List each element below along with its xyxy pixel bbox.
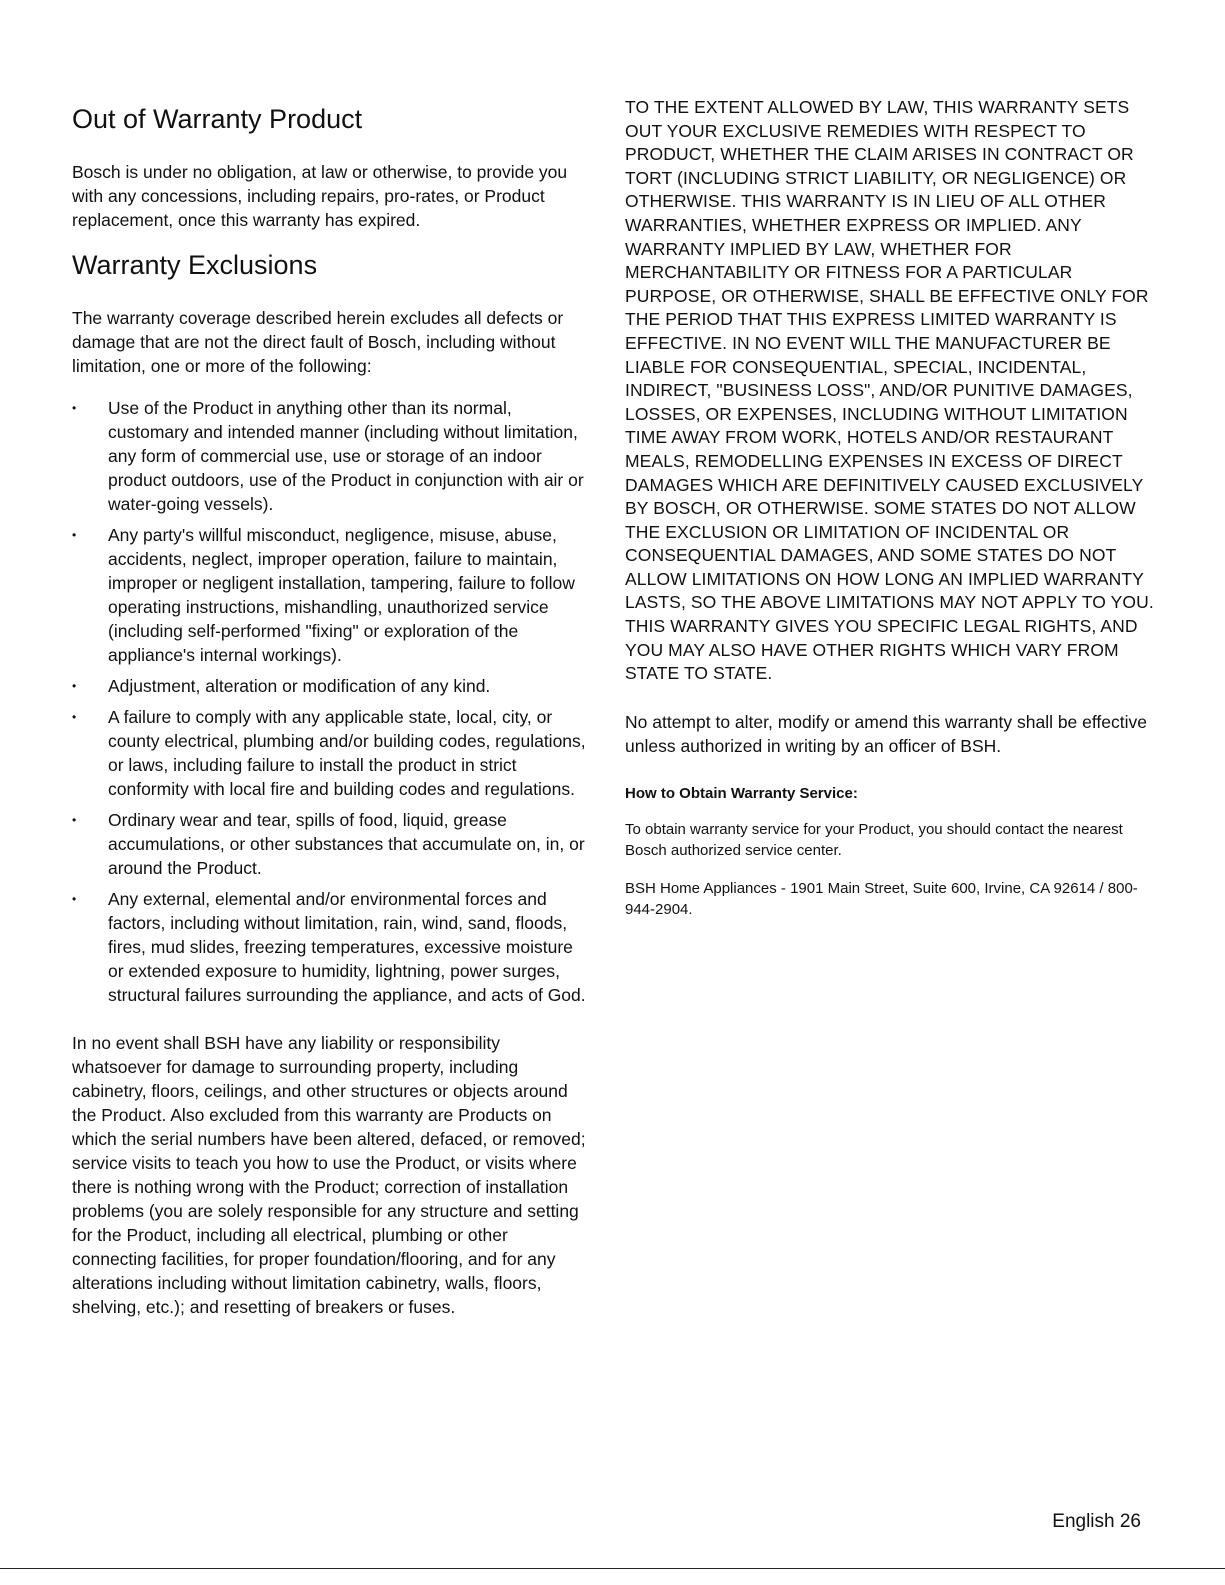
- list-item: [72, 887, 592, 1007]
- bottom-divider: [0, 1568, 1225, 1569]
- right-column: [625, 96, 1155, 920]
- liability-paragraph: In no event shall BSH have any liability or responsibility whatsoever for damage to surrounding property, including cabinetry, floors, ceilings, and other structures or objects around the Product. Also excluded from this warranty are Products on which the serial numbers have been altered, defaced, or removed; service visits to teach you how to use the Product, or visits where there is nothing wrong with the Product; correction of installation problems (you are solely responsible for any structure and setting for the Product, including all electrical, plumbing or other connecting facilities, for proper foundation/flooring, and for any alterations including without limitation cabinetry, walls, floors, shelving, etc.); and resetting of breakers or fuses.: [72, 1033, 586, 1317]
- bullet-icon: •: [72, 679, 77, 693]
- list-item-text: Adjustment, alteration or modification of any kind.: [108, 676, 491, 696]
- list-item: [72, 396, 592, 516]
- how-to-obtain-heading: How to Obtain Warranty Service:: [625, 784, 858, 802]
- list-item-text: A failure to comply with any applicable state, local, city, or county electrical, plumbing and/or building codes, regulations, or laws, including failure to install the product in strict conformity with local fire and building codes and regulations.: [108, 707, 586, 799]
- contact-address: BSH Home Appliances - 1901 Main Street, Suite 600, Irvine, CA 92614 / 800-944-2904.: [625, 879, 1138, 918]
- list-item: [72, 705, 592, 801]
- bullet-icon: •: [72, 528, 77, 542]
- bullet-icon: •: [72, 813, 77, 827]
- out-of-warranty-heading: Out of Warranty Product: [72, 104, 363, 134]
- list-item: [72, 808, 592, 880]
- how-to-obtain-text: To obtain warranty service for your Product, you should contact the nearest Bosch authorized service center.: [625, 820, 1123, 859]
- bullet-icon: •: [72, 401, 77, 415]
- list-item-text: Ordinary wear and tear, spills of food, liquid, grease accumulations, or other substances that accumulate on, in, or around the Product.: [108, 810, 585, 878]
- list-item: [72, 674, 592, 698]
- left-column: [72, 96, 592, 1319]
- list-item-text: Use of the Product in anything other than its normal, customary and intended manner (including without limitation, any form of commercial use, use or storage of an indoor product outdoors, use of the Product in conjunction with air or water-going vessels).: [108, 398, 584, 514]
- out-of-warranty-text: Bosch is under no obligation, at law or otherwise, to provide you with any concessions, including repairs, pro-rates, or Product replacement, once this warranty has expired.: [72, 162, 568, 230]
- disclaimer-paragraph: TO THE EXTENT ALLOWED BY LAW, THIS WARRANTY SETS OUT YOUR EXCLUSIVE REMEDIES WITH RESPECT TO PRODUCT, WHETHER THE CLAIM ARISES IN CONTRACT OR TORT (INCLUDING STRICT LIABILITY, OR NEGLIGENCE) OR OTHERWISE. THIS WARRANTY IS IN LIEU OF ALL OTHER WARRANTIES, WHETHER EXPRESS OR IMPLIED. ANY WARRANTY IMPLIED BY LAW, WHETHER FOR MERCHANTABILITY OR FITNESS FOR A PARTICULAR PURPOSE, OR OTHERWISE, SHALL BE EFFECTIVE ONLY FOR THE PERIOD THAT THIS EXPRESS LIMITED WARRANTY IS EFFECTIVE. IN NO EVENT WILL THE MANUFACTURER BE LIABLE FOR CONSEQUENTIAL, SPECIAL, INCIDENTAL, INDIRECT, "BUSINESS LOSS", AND/OR PUNITIVE DAMAGES, LOSSES, OR EXPENSES, INCLUDING WITHOUT LIMITATION TIME AWAY FROM WORK, HOTELS AND/OR RESTAURANT MEALS, REMODELLING EXPENSES IN EXCESS OF DIRECT DAMAGES WHICH ARE DEFINITIVELY CAUSED EXCLUSIVELY BY BOSCH, OR OTHERWISE. SOME STATES DO NOT ALLOW THE EXCLUSION OR LIMITATION OF INCIDENTAL OR CONSEQUENTIAL DAMAGES, AND SOME STATES DO NOT ALLOW LIMITATIONS ON HOW LONG AN IMPLIED WARRANTY LASTS, SO THE ABOVE LIMITATIONS MAY NOT APPLY TO YOU. THIS WARRANTY GIVES YOU SPECIFIC LEGAL RIGHTS, AND YOU MAY ALSO HAVE OTHER RIGHTS WHICH VARY FROM STATE TO STATE.: [625, 97, 1154, 684]
- page-number: English 26: [1052, 1511, 1141, 1532]
- warranty-exclusions-heading: Warranty Exclusions: [72, 250, 318, 280]
- exclusions-list: [72, 396, 592, 1007]
- list-item-text: Any external, elemental and/or environmental forces and factors, including without limitation, rain, wind, sand, floods, fires, mud slides, freezing temperatures, excessive moisture or extended exposure to humidity, lightning, power surges, structural failures surrounding the appliance, and acts of God.: [108, 889, 586, 1005]
- bullet-icon: •: [72, 892, 77, 906]
- bullet-icon: •: [72, 710, 77, 724]
- no-attempt-paragraph: No attempt to alter, modify or amend this warranty shall be effective unless authorized in writing by an officer of BSH.: [625, 711, 1148, 756]
- list-item-text: Any party's willful misconduct, negligence, misuse, abuse, accidents, neglect, improper operation, failure to maintain, improper or negligent installation, tampering, failure to follow operating instructions, mishandling, unauthorized service (including self-performed "fixing" or exploration of the appliance's internal workings).: [108, 525, 575, 665]
- exclusions-intro: The warranty coverage described herein excludes all defects or damage that are not the direct fault of Bosch, including without limitation, one or more of the following:: [72, 308, 564, 376]
- list-item: [72, 523, 592, 667]
